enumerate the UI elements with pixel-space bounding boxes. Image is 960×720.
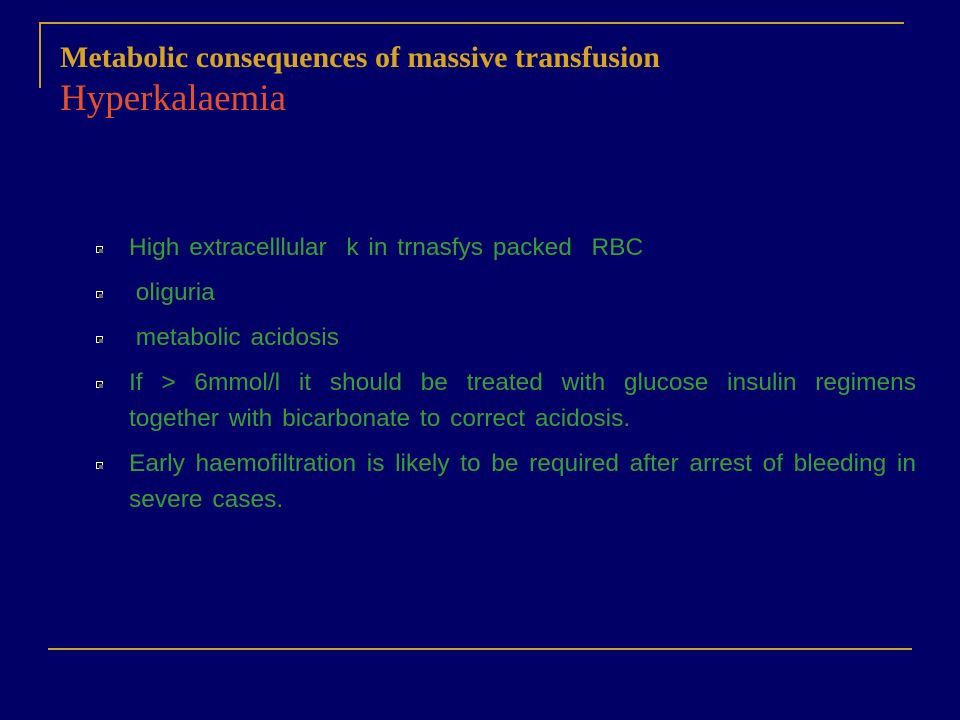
slide-title: Metabolic consequences of massive transfusion bbox=[60, 41, 660, 74]
square-bullet-icon bbox=[96, 336, 103, 343]
square-bullet-icon bbox=[96, 246, 103, 253]
square-bullet-icon bbox=[96, 462, 103, 469]
bullet-item bbox=[96, 320, 916, 356]
left-rule bbox=[39, 22, 41, 88]
bullet-text: Early haemofiltration is likely to be required after arrest of bleeding in severe cases. bbox=[129, 450, 916, 513]
bullet-item bbox=[96, 230, 916, 266]
bullet-list bbox=[96, 230, 916, 527]
bullet-item bbox=[96, 365, 916, 437]
slide-subtitle: Hyperkalaemia bbox=[60, 78, 286, 119]
top-rule bbox=[40, 22, 904, 24]
bullet-item bbox=[96, 446, 916, 518]
bullet-text: If > 6mmol/l it should be treated with glucose insulin regimens together with bicarbonate to correct acidosis. bbox=[129, 369, 916, 432]
bullet-item bbox=[96, 275, 916, 311]
bullet-text: High extracelllular k in trnasfys packed RBC bbox=[129, 234, 644, 261]
square-bullet-icon bbox=[96, 381, 103, 388]
title-block bbox=[60, 38, 920, 120]
bottom-rule bbox=[48, 648, 912, 650]
bullet-text: oliguria bbox=[129, 279, 215, 306]
square-bullet-icon bbox=[96, 291, 103, 298]
bullet-text: metabolic acidosis bbox=[129, 324, 339, 351]
